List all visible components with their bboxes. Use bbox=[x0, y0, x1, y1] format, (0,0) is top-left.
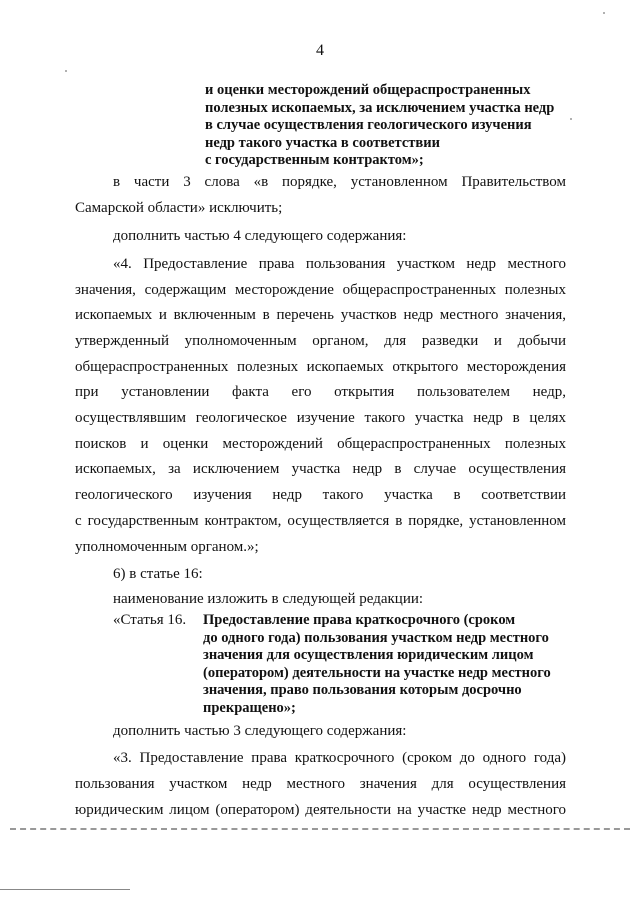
article-label: «Статья 16. bbox=[113, 612, 187, 628]
text-line: общераспространенных полезных ископаемых открытого месторождения bbox=[75, 359, 566, 375]
text-line: юридическим лицом (оператором) деятельности на участке недр местного bbox=[75, 802, 566, 818]
text-line: осуществлявшим геологическое изучение такого участка недр в целях bbox=[75, 410, 566, 426]
text-line: Предоставление права краткосрочного (сроком bbox=[203, 612, 516, 628]
text-line: пользования участком недр местного значения для осуществления bbox=[75, 776, 566, 792]
text-line: значения для осуществления юридическим лицом bbox=[203, 647, 534, 663]
paragraph-line: в части 3 слова «в порядке, установленном Правительством bbox=[113, 174, 566, 190]
naming-instruction: наименование изложить в следующей редакции: bbox=[113, 591, 424, 607]
article-title bbox=[203, 612, 551, 717]
text-line: ископаемых и включенным в перечень участков недр местного значения, bbox=[75, 307, 566, 323]
text-line: значения, содержащим месторождение общераспространенных полезных bbox=[75, 282, 566, 298]
intro-bold-text bbox=[205, 82, 605, 170]
text-line: прекращено»; bbox=[203, 699, 296, 716]
text-line: геологического изучения недр такого участка в соответствии bbox=[75, 487, 566, 503]
text-line: утвержденный уполномоченным органом, для разведки и добычи bbox=[75, 333, 566, 349]
item-6: 6) в статье 16: bbox=[113, 566, 203, 582]
text-line: недр такого участка в соответствии bbox=[205, 134, 440, 151]
paragraph: дополнить частью 4 следующего содержания: bbox=[113, 228, 407, 244]
paragraph-line: Самарской области» исключить; bbox=[75, 200, 283, 216]
scan-speck bbox=[570, 118, 572, 120]
text-line: полезных ископаемых, за исключением участка недр bbox=[205, 99, 555, 116]
scan-cut-line bbox=[10, 828, 630, 830]
text-line: поисков и оценки месторождений общераспространенных полезных bbox=[75, 436, 566, 452]
text-line: (оператором) деятельности на участке недр местного bbox=[203, 664, 551, 681]
scan-speck bbox=[603, 12, 605, 14]
page-number: 4 bbox=[316, 42, 324, 59]
text-line: с государственным контрактом»; bbox=[205, 152, 424, 168]
text-line: «4. Предоставление права пользования участком недр местного bbox=[113, 256, 566, 272]
add-part3-instruction: дополнить частью 3 следующего содержания: bbox=[113, 723, 407, 739]
text-line: значения, право пользования которым досрочно bbox=[203, 682, 522, 698]
scan-speck bbox=[65, 70, 67, 72]
text-line: и оценки месторождений общераспространенных bbox=[205, 82, 531, 98]
text-line: «3. Предоставление права краткосрочного (сроком до одного года) bbox=[113, 750, 566, 766]
scan-edge-line bbox=[0, 889, 130, 890]
text-line: при установлении факта его открытия пользователем недр, bbox=[75, 384, 566, 400]
text-line: в случае осуществления геологического изучения bbox=[205, 117, 532, 133]
text-line: уполномоченным органом.»; bbox=[75, 539, 259, 555]
text-line: до одного года) пользования участком недр местного bbox=[203, 629, 549, 646]
text-line: с государственным контрактом, осуществляется в порядке, установленном bbox=[75, 513, 566, 529]
text-line: ископаемых, за исключением участка недр в случае осуществления bbox=[75, 461, 566, 477]
